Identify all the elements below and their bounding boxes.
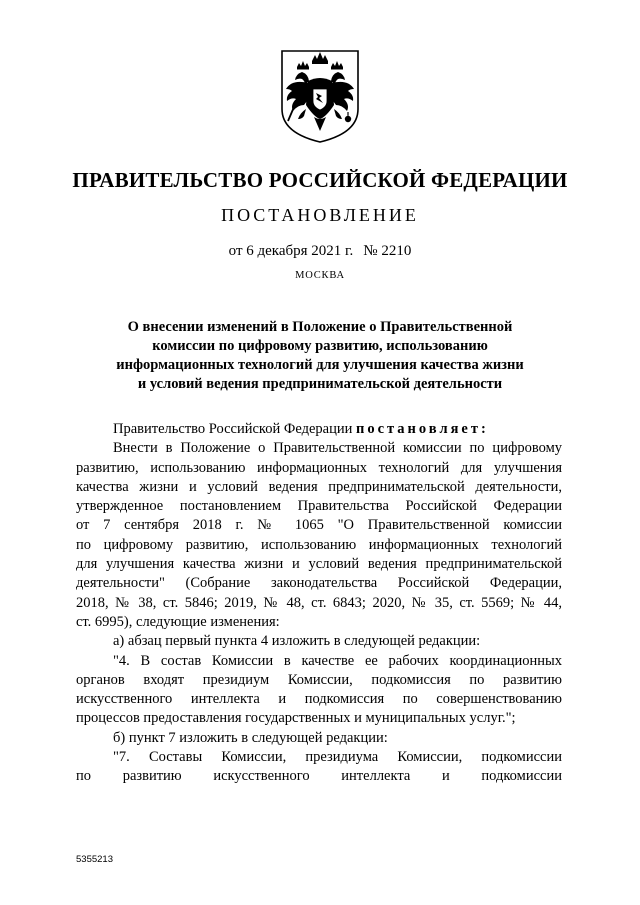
body-line: деятельности" (Собрание законодательства Российской Федерации, [76, 575, 562, 592]
body-line: 2018, № 38, ст. 5846; 2019, № 48, ст. 6843; 2020, № 35, ст. 5569; № 44, [76, 594, 562, 611]
subject-line: и условий ведения предпринимательской деятельности [137, 376, 503, 392]
body-line: органов входят президиум Комиссии, подкомиссия по развитию [76, 671, 562, 688]
document-date-line [0, 243, 640, 260]
body-line: развитию, использованию информационных технологий для улучшения [76, 459, 562, 476]
body-line: а) абзац первый пункта 4 изложить в следующей редакции: [113, 633, 481, 650]
body-intro-line [76, 420, 562, 439]
body-line: искусственного интеллекта и подкомиссия по совершенствованию [76, 691, 562, 708]
document-date: от 6 декабря 2021 г. [228, 243, 354, 259]
body-line: качества жизни и условий ведения предпринимательской деятельности, [76, 478, 562, 495]
body-line: ст. 6995), следующие изменения: [76, 613, 280, 630]
body-line: "7. Составы Комиссии, президиума Комиссии, подкомиссии [113, 749, 562, 766]
body-line: процессов предоставления государственных и муниципальных услуг."; [76, 710, 516, 727]
subject-line: О внесении изменений в Положение о Правительственной [127, 319, 513, 335]
document-code: 5355213 [76, 854, 113, 865]
body-line: утвержденное постановлением Правительства Российской Федерации [76, 498, 562, 515]
russian-coat-of-arms-icon [268, 45, 372, 145]
body-line: для улучшения качества жизни и условий ведения предпринимательской [76, 556, 562, 573]
document-number: № 2210 [363, 243, 412, 259]
government-title: ПРАВИТЕЛЬСТВО РОССИЙСКОЙ ФЕДЕРАЦИИ [72, 168, 568, 192]
document-type: ПОСТАНОВЛЕНИЕ [221, 205, 419, 225]
subject-line: информационных технологий для улучшения качества жизни [116, 357, 524, 373]
body-line: "4. В состав Комиссии в качестве ее рабочих координационных [113, 652, 562, 669]
body-resolves: постановляет: [355, 421, 489, 437]
body-intro: Правительство Российской Федерации [113, 421, 353, 437]
body-line: по цифровому развитию, использованию информационных технологий [76, 536, 562, 553]
document-body [76, 420, 562, 787]
document-subject [90, 318, 550, 394]
body-line: по развитию искусственного интеллекта и подкомиссии [76, 768, 562, 785]
document-city: МОСКВА [295, 270, 345, 281]
body-line: от 7 сентября 2018 г. № 1065 "О Правительственной комиссии [76, 517, 562, 534]
subject-line: комиссии по цифровому развитию, использованию [152, 338, 488, 354]
body-line: б) пункт 7 изложить в следующей редакции: [113, 729, 388, 746]
body-line: Внести в Положение о Правительственной комиссии по цифровому [113, 440, 562, 457]
